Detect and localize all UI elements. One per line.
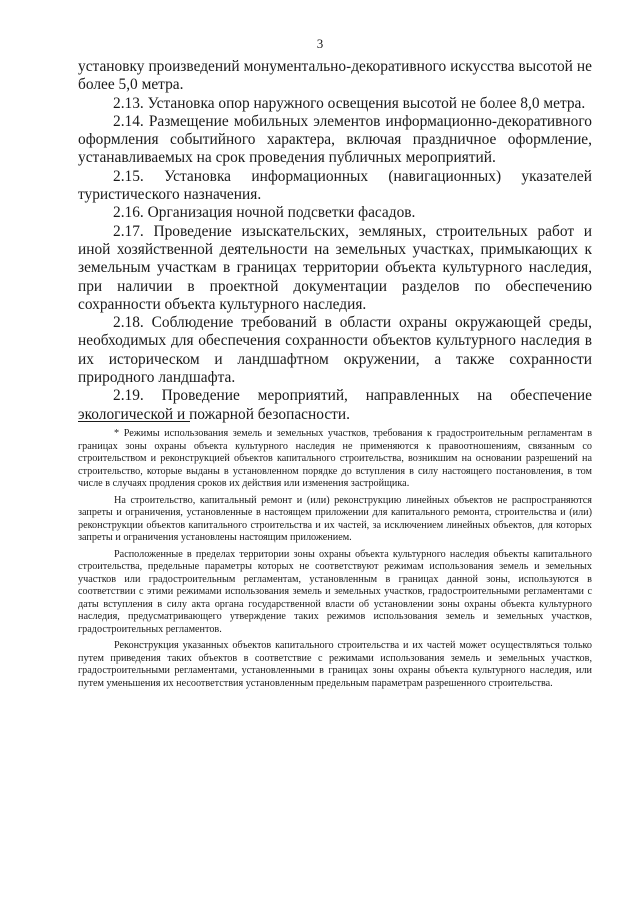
- main-text: [78, 58, 592, 424]
- footnote-3: Расположенные в пределах территории зоны охраны объекта культурного наследия объекты капитального строительства, предельные параметры которых не соответствуют режимам использования земель и земельных участков или градостроительным регламентам, установленным в границах данной зоны, используются в соответствии с этими режимами использования земель и земельных участков, градостроительными регламентами с даты вступления в силу акта органа государственной власти об установлении зоны охраны объекта культурного наследия, предусматривающего утверждение таких режимов использования земель и земельных участков, градостроительных регламентов.: [78, 548, 592, 635]
- paragraph-2-15: 2.15. Установка информационных (навигационных) указателей туристического назначения.: [78, 167, 592, 204]
- paragraph-continuation: установку произведений монументально-декоративного искусства высотой не более 5,0 метра.: [78, 58, 592, 94]
- paragraph-2-16: 2.16. Организация ночной подсветки фасадов.: [113, 204, 416, 222]
- page-number: 3: [316, 36, 324, 51]
- footnotes: [78, 428, 592, 694]
- paragraph-2-13: 2.13. Установка опор наружного освещения высотой не более 8,0 метра.: [113, 94, 586, 112]
- paragraph-2-19: 2.19. Проведение мероприятий, направленных на обеспечение экологической и пожарной безопасности.: [78, 387, 592, 423]
- paragraph-2-18: 2.18. Соблюдение требований в области охраны окружающей среды, необходимых для обеспечения сохранности объектов культурного наследия в их историческом и ландшафтном окружении, а также сохранности природного ландшафта.: [78, 314, 592, 387]
- paragraph-2-14: 2.14. Размещение мобильных элементов информационно-декоративного оформления событийного характера, включая праздничное оформление, устанавливаемых на срок проведения публичных мероприятий.: [78, 112, 592, 167]
- footnote-separator: [78, 421, 190, 422]
- footnote-2: На строительство, капитальный ремонт и (или) реконструкцию линейных объектов не распространяются запреты и ограничения, установленные в настоящем приложении для капитального ремонта, строительства и (или) реконструкции объектов капитального строительства и их частей, за исключением линейных объектов, для которых запреты и ограничения установлены настоящим приложением.: [78, 494, 592, 543]
- footnote-1: * Режимы использования земель и земельных участков, требования к градостроительным регламентам в границах зоны охраны объекта культурного наследия не применяются к правоотношениям, связанным со строительством и реконструкцией объектов капитального строительства, возникшим на основании разрешений на строительство, которые выданы в установленном порядке до вступления в силу настоящего постановления, в том числе в случаях продления сроков их действия или изменения застройщика.: [78, 428, 592, 489]
- footnote-4: Реконструкция указанных объектов капитального строительства и их частей может осуществляться только путем приведения таких объектов в соответствие с режимами использования земель и земельных участков, градостроительными регламентами, установленными в границах зоны охраны объекта культурного наследия, или путем уменьшения их несоответствия установленным предельным параметрам разрешенного строительства.: [78, 640, 592, 689]
- paragraph-2-17: 2.17. Проведение изыскательских, земляных, строительных работ и иной хозяйственной деятельности на земельных участках, примыкающих к земельным участкам в границах территории объекта культурного наследия, при наличии в проектной документации разделов по обеспечению сохранности объекта культурного наследия.: [78, 222, 592, 313]
